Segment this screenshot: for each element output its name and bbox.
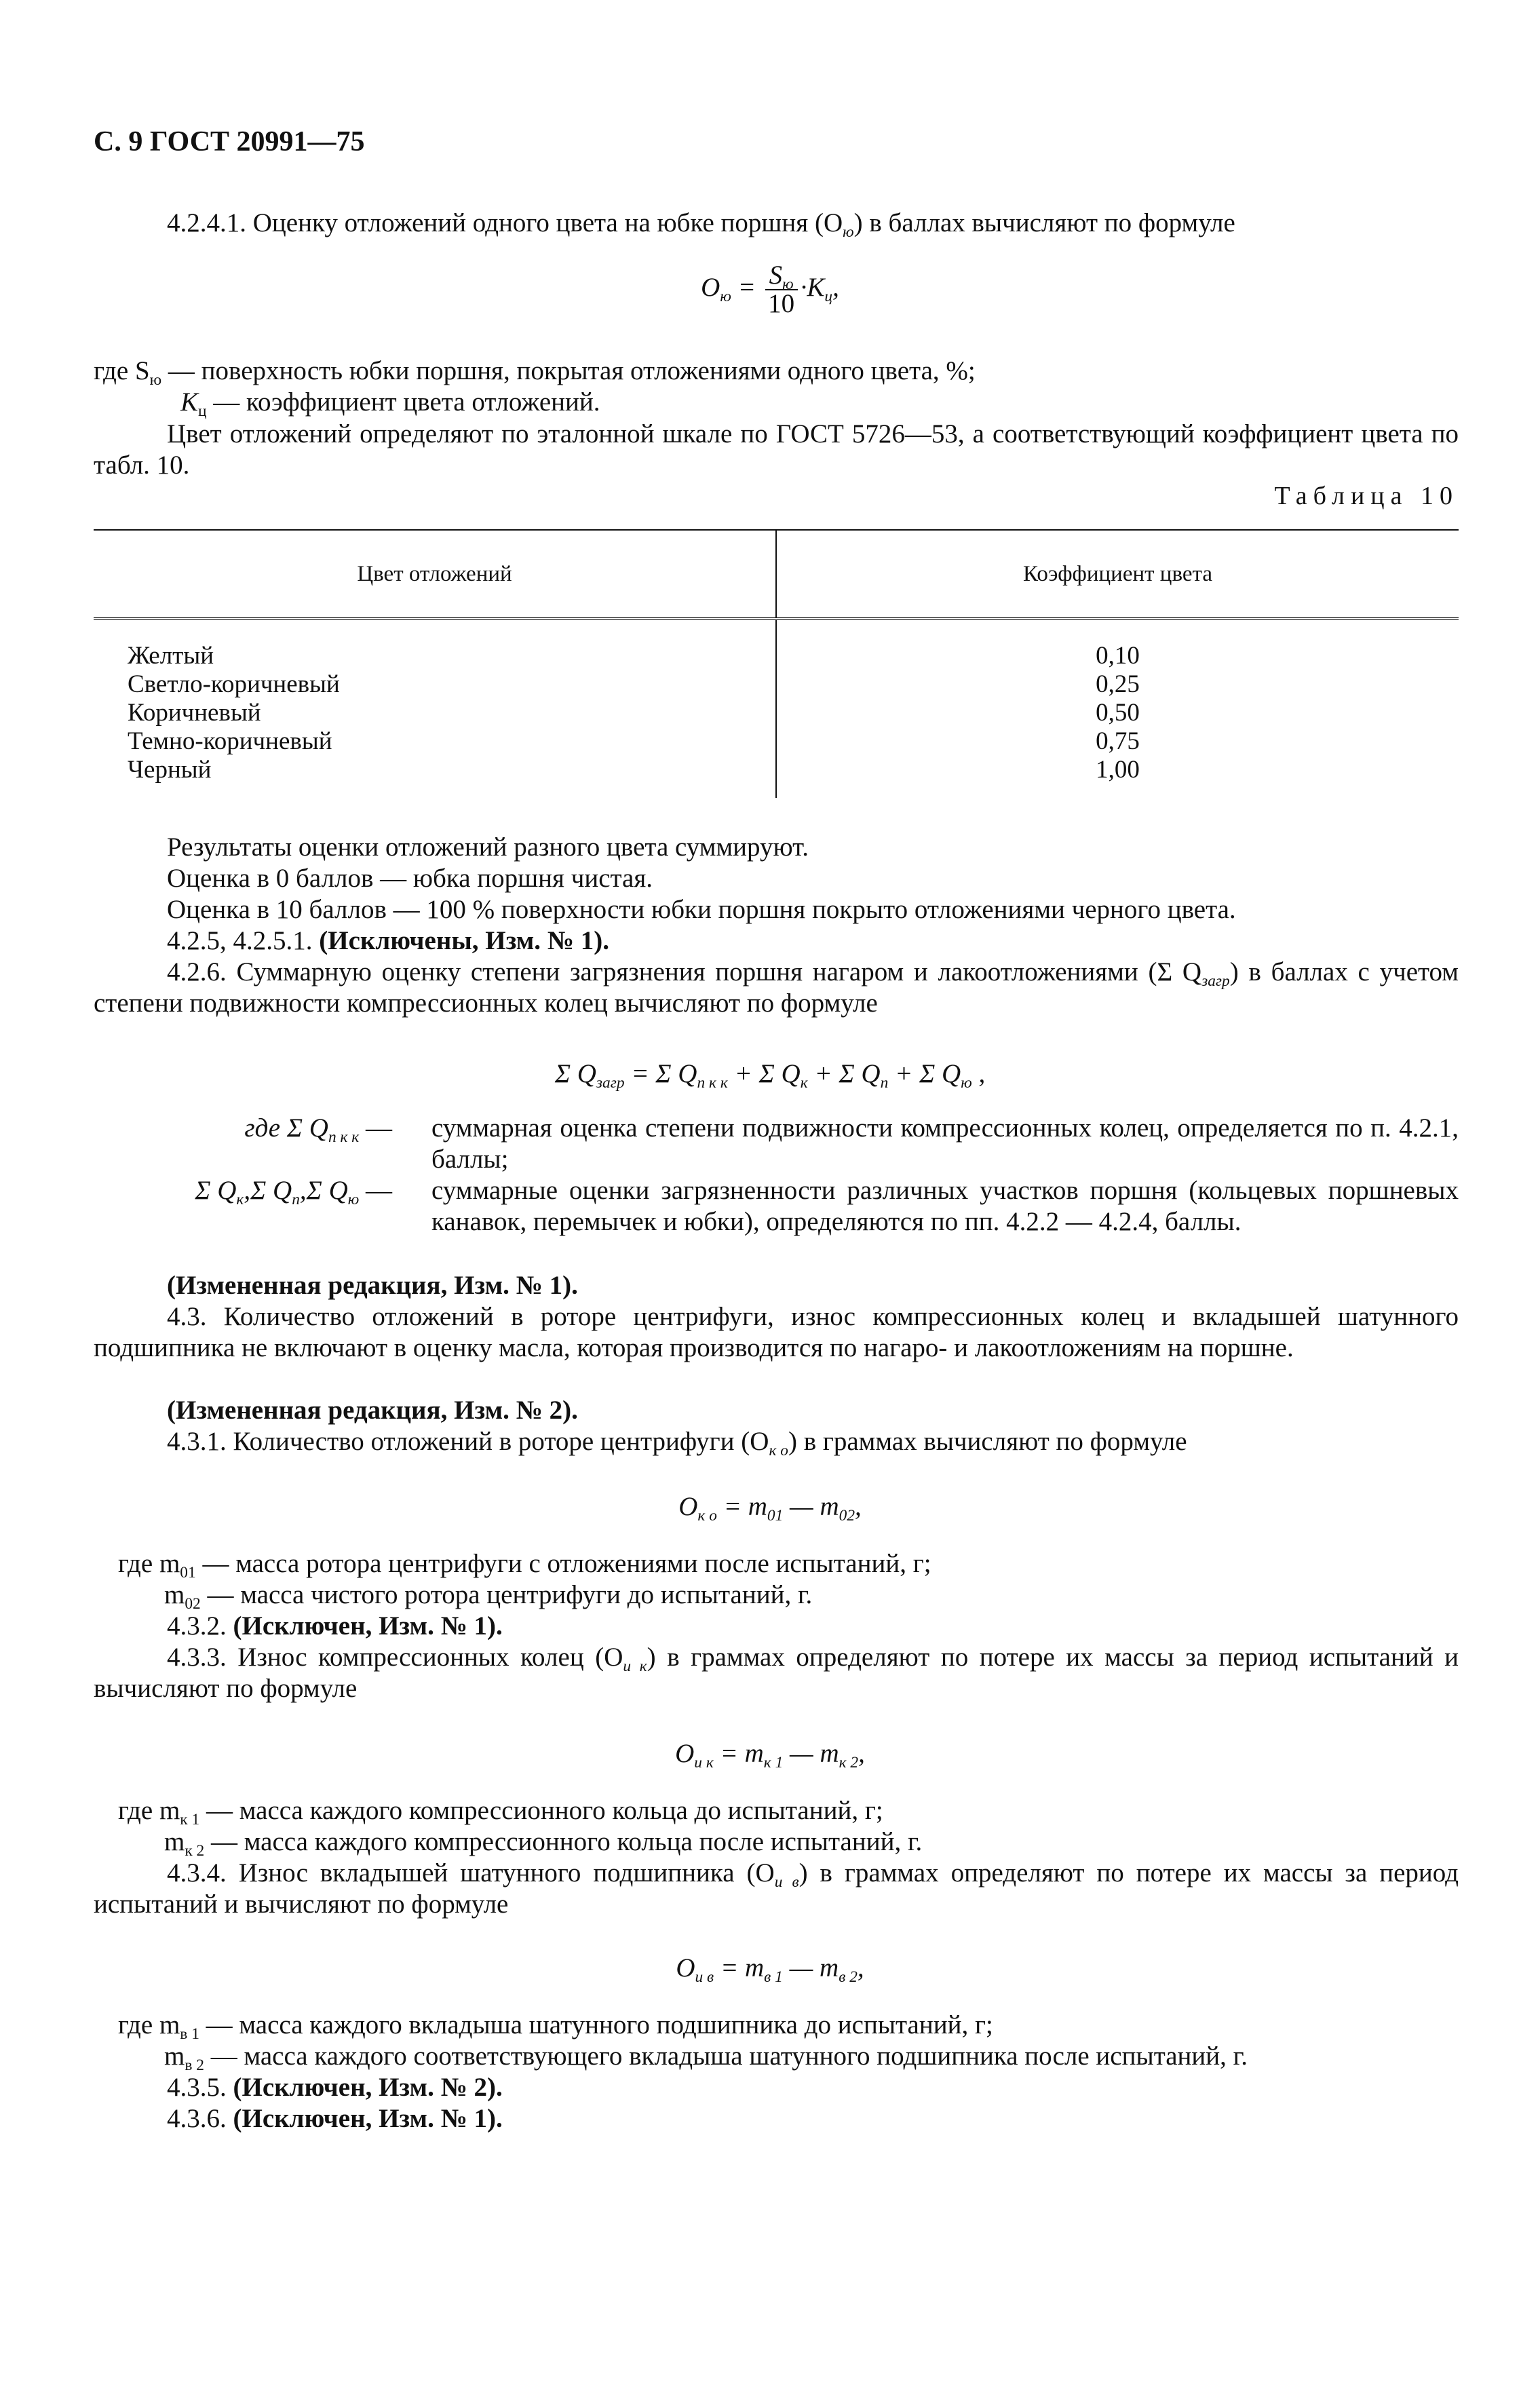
table-caption: Таблица 10: [1274, 482, 1459, 510]
definition-row: $m_{к 2}$ — масса каждого компрессионного кольца после испытаний, г.: [164, 1827, 923, 1860]
paragraph-0-points: Оценка в 0 баллов — юбка поршня чистая.: [167, 864, 653, 893]
paragraph-4-3-6: 4.3.6. (Исключен, Изм. № 1).: [167, 2104, 503, 2133]
definition-row: $m_{в 2}$ — масса каждого соответствующего вкладыша шатунного подшипника после испытаний, г.: [164, 2042, 1248, 2074]
paragraph-4-3-2: 4.3.2. (Исключен, Изм. № 1).: [167, 1611, 503, 1641]
formula-o-ik: $O_{и к} = m_{к 1}$ — $m_{к 2}$,: [675, 1739, 865, 1771]
table-color-cell: Желтый Светло-коричневый Коричневый Темно-коричневый Черный: [128, 642, 340, 784]
formula-o-ko: $O_{к о} = m_{01}$ — $m_{02}$,: [678, 1492, 862, 1525]
paragraph-sum: Результаты оценки отложений разного цвета суммируют.: [167, 832, 809, 862]
definition-row: где $m_{01}$ — масса ротора центрифуги с отложениями после испытаний, г;: [118, 1549, 931, 1582]
formula-o-iv: $O_{и в} = m_{в 1}$ — $m_{в 2}$,: [676, 1953, 864, 1986]
paragraph-4-3-4: 4.3.4. Износ вкладышей шатунного подшипника $(O_{и в})$ в граммах определяют по потере их массы за период испытаний и вычисляют по формуле: [94, 1858, 1459, 1919]
where-list-5: [94, 2010, 1459, 2072]
definition-row: Σ $Q_к,\Sigma$ $Q_п,\Sigma$ $Q_ю$ — суммарные оценки загрязненности различных участков поршня (кольцевых поршневых канавок, перемычек и юбки), определяются по пп. 4.2.2 — 4.2.4, баллы.: [195, 1176, 1459, 1236]
where-list-3: [94, 1548, 1459, 1611]
formula-fraction: $\frac{S_ю}{10}$: [765, 262, 798, 318]
formula-o-yu: $O_ю$ = $\frac{S_ю}{10}$ $\cdot K_ц$,: [701, 261, 839, 318]
paragraph-4-3-3: 4.3.3. Износ компрессионных колец $(O_{и к})$ в граммах определяют по потере их массы за период испытаний и вычисляют по формуле: [94, 1643, 1459, 1703]
table-10: [94, 529, 1459, 798]
paragraph-4-3-1: 4.3.1. Количество отложений в роторе центрифуги $(O_{к о})$ в граммах вычисляют по формуле: [167, 1427, 1187, 1459]
amendment-note-2: (Измененная редакция, Изм. № 2).: [167, 1396, 578, 1425]
definition-row: $m_{02}$ — масса чистого ротора центрифуги до испытаний, г.: [164, 1580, 813, 1613]
paragraph-4-3: 4.3. Количество отложений в роторе центрифуги, износ компрессионных колец и вкладышей шатунного подшипника не включают в оценку масла, которая производится по нагаро- и лакоотложениям на поршне.: [94, 1302, 1459, 1362]
table-header-coefficient: Коэффициент цвета: [776, 530, 1459, 619]
definition-row: где $m_{в 1}$ — масса каждого вкладыша шатунного подшипника до испытаний, г;: [118, 2010, 993, 2043]
paragraph-4-2-4-1: 4.2.4.1. Оценку отложений одного цвета на юбке поршня $(O_ю)$ в баллах вычисляют по формуле: [167, 208, 1235, 241]
amendment-note-1: (Измененная редакция, Изм. № 1).: [167, 1271, 578, 1300]
where-list-1: [94, 356, 1459, 418]
formula-sum-q: Σ $Q_{загр} = \Sigma$ $Q_{п к к} + \Sigma$ $Q_к + \Sigma$ $Q_п + \Sigma$ $Q_ю$ ,: [554, 1059, 986, 1092]
definition-row: где $m_{к 1}$ — масса каждого компрессионного кольца до испытаний, г;: [118, 1796, 883, 1828]
definition-row: где $S_ю$ — поверхность юбки поршня, покрытая отложениями одного цвета, %;: [94, 356, 976, 389]
paragraph-4-2-6: 4.2.6. Суммарную оценку степени загрязнения поршня нагаром и лакоотложениями (Σ $Q_{загр}$) в баллах с учетом степени подвижности компрессионных колец вычисляют по формуле: [94, 957, 1459, 1018]
table-body-row: [94, 619, 1459, 798]
table-header-color: Цвет отложений: [94, 530, 776, 619]
paragraph-color-scale: Цвет отложений определяют по эталонной шкале по ГОСТ 5726—53, а соответствующий коэффициент цвета по табл. 10.: [94, 419, 1459, 480]
page-header: С. 9 ГОСТ 20991—75: [94, 126, 365, 157]
definition-row: где Σ $Q_{п к к}$ — суммарная оценка степени подвижности компрессионных колец, определяется по п. 4.2.1, баллы;: [244, 1113, 1459, 1174]
paragraph-10-points: Оценка в 10 баллов — 100 % поверхности юбки поршня покрыто отложениями черного цвета.: [167, 895, 1236, 924]
where-list-4: [94, 1795, 1459, 1858]
paragraph-4-3-5: 4.3.5. (Исключен, Изм. № 2).: [167, 2073, 503, 2102]
where-list-2: [94, 1113, 1459, 1270]
table-value-cell: 0,10 0,25 0,50 0,75 1,00: [776, 619, 1459, 798]
definition-row: $K_ц$ — коэффициент цвета отложений.: [180, 387, 600, 420]
paragraph-4-2-5: 4.2.5, 4.2.5.1. (Исключены, Изм. № 1).: [167, 926, 609, 955]
